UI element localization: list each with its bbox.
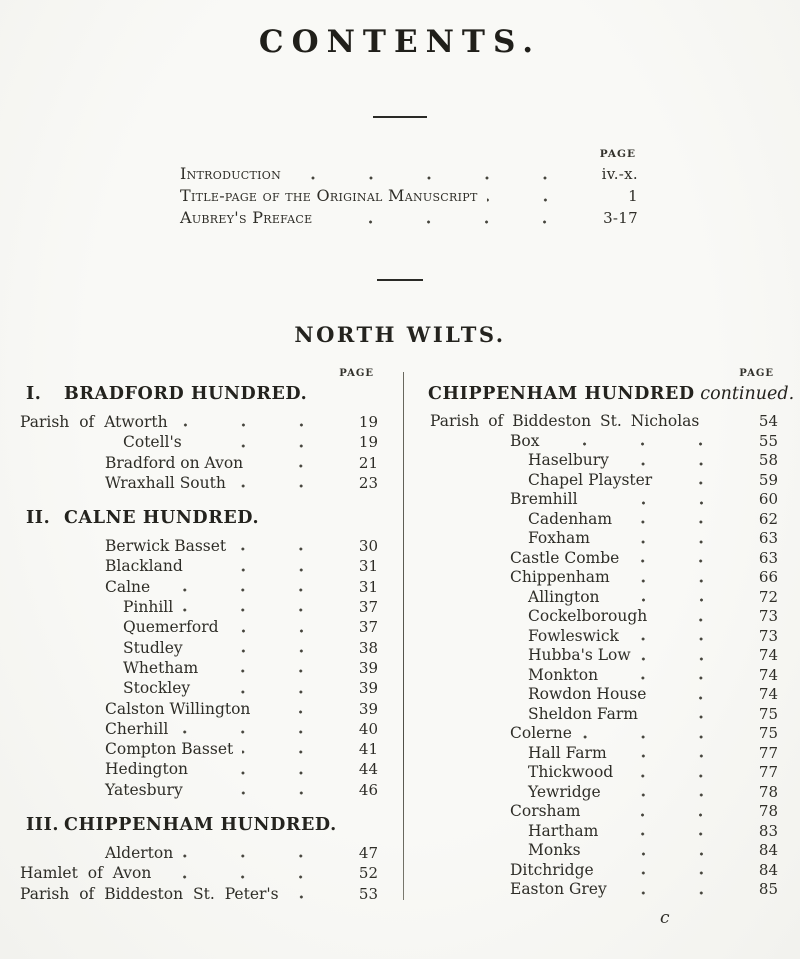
hundred-title: CHIPPENHAM HUNDRED. <box>64 815 337 836</box>
toc-entry-page: 75 <box>758 704 778 723</box>
toc-row <box>20 556 378 576</box>
toc-entry-page: 54 <box>758 412 778 430</box>
toc-entry-label: Hedington <box>105 760 189 779</box>
toc-row <box>428 588 778 608</box>
right-column <box>428 368 795 900</box>
dot-leader <box>616 744 740 764</box>
toc-row <box>428 451 778 471</box>
toc-entry-label: Colerne <box>510 724 572 742</box>
toc-row <box>20 536 378 556</box>
toc-entry-label: Cockelborough <box>528 607 648 625</box>
toc-entry-page: 46 <box>358 780 378 799</box>
toc-entry-page: 62 <box>758 509 778 528</box>
toc-entry-page: 74 <box>758 685 778 703</box>
dot-leader <box>235 473 340 493</box>
toc-entry-label: Aubrey's Preface <box>180 208 313 227</box>
toc-row <box>428 549 778 569</box>
toc-row <box>428 490 778 510</box>
toc-entry-label: Introduction <box>180 164 282 183</box>
toc-row <box>20 719 378 739</box>
front-matter <box>180 148 638 229</box>
toc-row <box>20 638 378 658</box>
dot-leader <box>599 529 740 549</box>
hundred-numeral: I. <box>26 384 42 404</box>
toc-entry-label: Title-page of the Original Manuscript <box>180 186 478 205</box>
toc-entry-page: 52 <box>358 864 378 883</box>
hundred-title: CALNE HUNDRED. <box>64 508 260 529</box>
toc-row <box>20 699 378 719</box>
dot-leader <box>191 432 340 452</box>
toc-entry-label: Cadenham <box>528 509 613 528</box>
dot-leader <box>182 597 340 617</box>
toc-entry-label: Hamlet of Avon <box>20 864 152 883</box>
dot-leader <box>242 739 340 759</box>
toc-entry-label: Box <box>510 431 540 450</box>
toc-entry-label: Thickwood <box>528 763 614 781</box>
toc-entry-label: Bradford on Avon <box>105 453 244 472</box>
toc-entry-page: iv.-x. <box>601 165 638 183</box>
toc-entry-label: Easton Grey <box>510 880 607 898</box>
toc-entry-page: 3-17 <box>603 209 638 227</box>
toc-entry-label: Parish of Biddeston St. Peter's <box>20 884 279 903</box>
toc-entry-label: Yewridge <box>528 782 601 801</box>
toc-entry-label: Cherhill <box>105 719 169 738</box>
dot-leader <box>708 412 740 432</box>
toc-entry-page: 60 <box>758 490 778 508</box>
dot-leader <box>252 453 340 473</box>
toc-entry-page: 83 <box>758 821 778 840</box>
toc-row <box>20 597 378 617</box>
hundred-numeral: III. <box>26 815 60 836</box>
toc-row <box>428 666 778 686</box>
dot-leader <box>619 568 740 588</box>
dot-leader <box>288 884 340 904</box>
dot-leader <box>655 685 740 705</box>
toc-row <box>20 863 378 883</box>
toc-row <box>428 880 778 900</box>
dot-leader <box>607 822 740 842</box>
toc-entry-label: Sheldon Farm <box>528 704 638 723</box>
toc-entry-label: Monkton <box>528 665 599 684</box>
toc-row <box>180 207 638 229</box>
toc-row <box>20 617 378 637</box>
page-title: CONTENTS. <box>258 24 542 60</box>
toc-entry-page: 37 <box>358 598 378 617</box>
toc-entry-page: 40 <box>358 719 378 738</box>
hundred-title: BRADFORD HUNDRED. <box>64 384 308 404</box>
toc-entry-label: Cotell's <box>123 433 182 452</box>
toc-entry-page: 77 <box>758 743 778 762</box>
toc-entry-page: 74 <box>758 646 778 664</box>
toc-row <box>428 822 778 842</box>
toc-row <box>20 759 378 779</box>
dot-leader <box>199 678 340 698</box>
toc-entry-label: Calston Willington <box>105 699 251 718</box>
top-rule <box>373 116 427 118</box>
toc-row <box>428 529 778 549</box>
dot-leader <box>616 880 740 900</box>
toc-entry-page: 63 <box>758 529 778 547</box>
toc-row <box>20 739 378 759</box>
dot-leader <box>621 510 740 530</box>
dot-leader <box>228 617 340 637</box>
hundred-heading <box>20 813 378 837</box>
toc-row <box>428 705 778 725</box>
toc-entry-label: Monks <box>528 841 581 859</box>
toc-entry-label: Hall Farm <box>528 743 607 762</box>
page-column-label: PAGE <box>599 148 636 160</box>
page-column-label: PAGE <box>339 368 374 379</box>
dot-leader <box>235 536 340 556</box>
toc-row <box>428 802 778 822</box>
toc-entry-label: Chapel Playster <box>528 470 653 489</box>
dot-leader <box>640 646 740 666</box>
middle-rule <box>377 279 423 281</box>
toc-entry-label: Bremhill <box>510 490 578 508</box>
front-matter-rows <box>180 163 638 229</box>
toc-entry-page: 19 <box>358 433 378 452</box>
dot-leader <box>290 163 584 185</box>
toc-row <box>428 783 778 803</box>
toc-row <box>20 780 378 800</box>
dot-leader <box>622 763 740 783</box>
toc-entry-label: Haselbury <box>528 451 609 469</box>
dot-leader <box>487 185 584 207</box>
toc-entry-page: 77 <box>758 763 778 781</box>
toc-entry-page: 37 <box>358 618 378 637</box>
toc-entry-label: Calne <box>105 577 151 596</box>
toc-entry-page: 23 <box>358 473 378 492</box>
toc-entry-label: Hubba's Low <box>528 646 631 664</box>
dot-leader <box>548 432 740 452</box>
toc-entry-label: Allington <box>528 587 600 606</box>
toc-row <box>428 724 778 744</box>
toc-entry-page: 31 <box>358 577 378 596</box>
toc-entry-label: Compton Basset <box>105 740 234 759</box>
dot-leader <box>590 841 740 861</box>
dot-leader <box>160 863 340 883</box>
toc-entry-page: 66 <box>758 568 778 586</box>
dot-leader <box>603 861 740 881</box>
toc-row <box>428 646 778 666</box>
toc-entry-label: Castle Combe <box>510 548 620 567</box>
toc-entry-page: 21 <box>358 453 378 472</box>
toc-row <box>428 861 778 881</box>
toc-entry-page: 78 <box>758 802 778 820</box>
dot-leader <box>207 658 340 678</box>
toc-row <box>20 473 378 493</box>
toc-entry-label: Fowleswick <box>528 626 619 645</box>
toc-entry-page: 74 <box>758 665 778 684</box>
toc-entry-page: 31 <box>358 557 378 576</box>
hundred-continued: continued. <box>694 384 795 404</box>
toc-entry-label: Parish of Atworth <box>20 413 168 431</box>
toc-entry-label: Parish of Biddeston St. Nicholas <box>430 412 700 430</box>
toc-row <box>428 627 778 647</box>
dot-leader <box>618 451 740 471</box>
dot-leader <box>192 638 340 658</box>
hundred-heading <box>20 382 378 406</box>
toc-entry-label: Ditchridge <box>510 860 594 879</box>
toc-entry-page: 84 <box>758 841 778 859</box>
toc-entry-label: Whetham <box>123 658 199 677</box>
hundred-heading <box>428 382 795 406</box>
toc-entry-label: Alderton <box>105 844 174 863</box>
section-heading: NORTH WILTS. <box>294 322 506 347</box>
toc-entry-page: 38 <box>358 638 378 657</box>
dot-leader <box>647 705 740 725</box>
dot-leader <box>628 549 740 569</box>
toc-row <box>20 577 378 597</box>
toc-entry-label: Foxham <box>528 529 590 547</box>
toc-entry-page: 58 <box>758 451 778 469</box>
page-column-label: PAGE <box>739 368 774 379</box>
dot-leader <box>192 556 340 576</box>
signature-mark: c <box>660 908 670 928</box>
toc-entry-label: Pinhill <box>123 598 174 617</box>
dot-leader <box>628 627 740 647</box>
toc-row <box>20 678 378 698</box>
toc-row <box>20 843 378 863</box>
toc-row <box>428 568 778 588</box>
toc-entry-page: 47 <box>358 844 378 863</box>
toc-entry-label: Hartham <box>528 821 599 840</box>
toc-entry-page: 39 <box>358 658 378 677</box>
dot-leader <box>182 843 340 863</box>
toc-entry-page: 72 <box>758 587 778 606</box>
dot-leader <box>321 207 584 229</box>
dot-leader <box>177 412 340 432</box>
toc-row <box>428 744 778 764</box>
dot-leader <box>610 783 740 803</box>
toc-entry-label: Rowdon House <box>528 685 647 703</box>
toc-row <box>428 471 778 491</box>
toc-entry-page: 53 <box>358 884 378 903</box>
toc-row <box>180 185 638 207</box>
toc-entry-label: Berwick Basset <box>105 537 227 556</box>
toc-row <box>20 884 378 904</box>
dot-leader <box>656 607 740 627</box>
toc-entry-page: 78 <box>758 782 778 801</box>
hundred-title: CHIPPENHAM HUNDRED <box>428 384 695 404</box>
toc-entry-page: 73 <box>758 607 778 625</box>
toc-row <box>428 841 778 861</box>
toc-entry-label: Corsham <box>510 802 581 820</box>
dot-leader <box>197 759 340 779</box>
dot-leader <box>259 699 340 719</box>
dot-leader <box>192 780 340 800</box>
dot-leader <box>589 802 740 822</box>
toc-entry-page: 39 <box>358 679 378 698</box>
dot-leader <box>159 577 340 597</box>
toc-entry-page: 73 <box>758 626 778 645</box>
toc-row <box>428 510 778 530</box>
toc-row <box>428 432 778 452</box>
hundred-numeral: II. <box>26 508 51 529</box>
dot-leader <box>607 666 740 686</box>
toc-entry-page: 84 <box>758 860 778 879</box>
toc-entry-label: Wraxhall South <box>105 473 226 492</box>
toc-entry-page: 30 <box>358 537 378 556</box>
toc-entry-page: 39 <box>358 699 378 718</box>
toc-row <box>428 607 778 627</box>
toc-row <box>180 163 638 185</box>
dot-leader <box>587 490 740 510</box>
hundred-heading <box>20 506 378 530</box>
dot-leader <box>581 724 740 744</box>
dot-leader <box>661 471 740 491</box>
toc-row <box>20 412 378 432</box>
column-divider <box>403 372 404 900</box>
toc-row <box>20 453 378 473</box>
toc-entry-page: 63 <box>758 548 778 567</box>
toc-entry-label: Yatesbury <box>105 780 183 799</box>
toc-entry-page: 75 <box>758 724 778 742</box>
toc-row <box>428 763 778 783</box>
toc-entry-page: 44 <box>358 760 378 779</box>
toc-entry-label: Stockley <box>123 679 191 698</box>
toc-entry-page: 55 <box>758 431 778 450</box>
dot-leader <box>609 588 740 608</box>
toc-entry-label: Studley <box>123 638 183 657</box>
toc-entry-label: Chippenham <box>510 568 610 586</box>
toc-row <box>20 432 378 452</box>
toc-row <box>428 412 778 432</box>
toc-entry-page: 59 <box>758 470 778 489</box>
toc-entry-page: 1 <box>628 187 638 205</box>
left-column <box>20 368 378 904</box>
toc-row <box>428 685 778 705</box>
toc-row <box>20 658 378 678</box>
toc-entry-page: 19 <box>358 413 378 431</box>
toc-entry-label: Blackland <box>105 557 183 576</box>
toc-entry-page: 41 <box>358 740 378 759</box>
dot-leader <box>177 719 340 739</box>
toc-entry-page: 85 <box>758 880 778 898</box>
toc-entry-label: Quemerford <box>123 618 219 637</box>
